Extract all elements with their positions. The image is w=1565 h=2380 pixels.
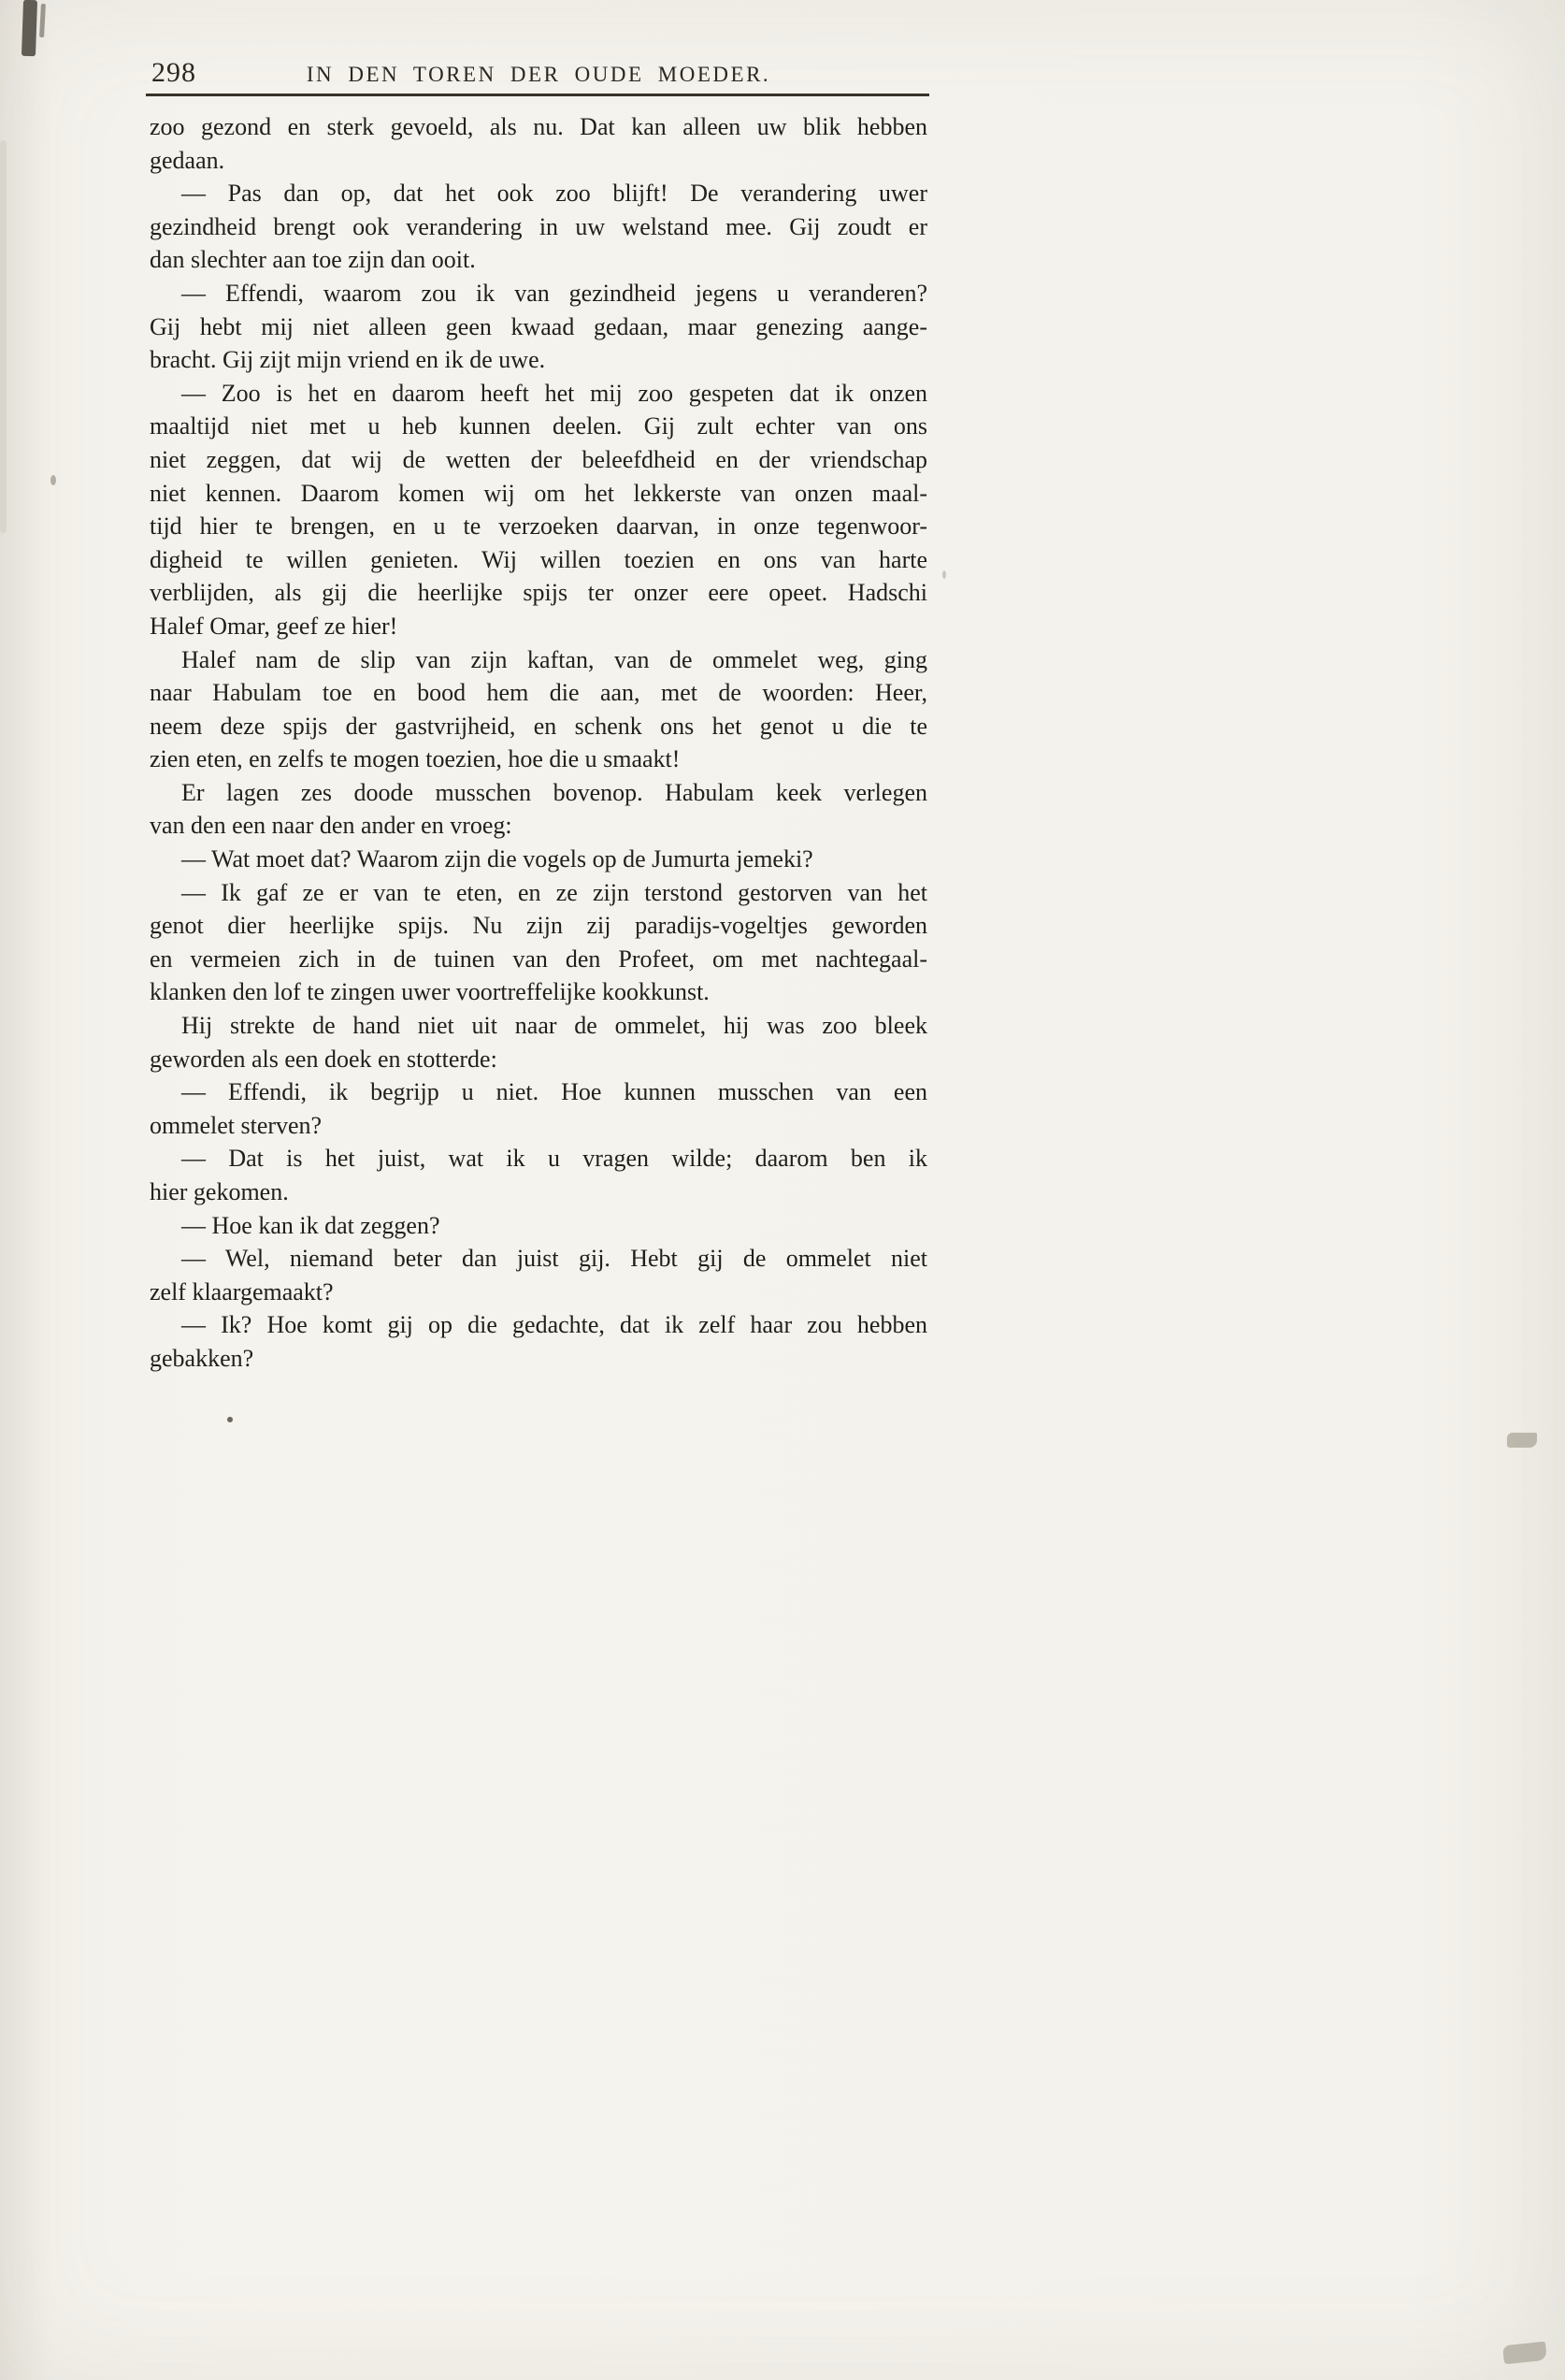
text-line: — Zoo is het en daarom heeft het mij zoo gespeten dat ik onzen — [181, 379, 927, 407]
scan-speck — [942, 570, 946, 579]
text-line: ommelet sterven? — [150, 1111, 323, 1139]
text-line: niet kennen. Daarom komen wij om het lekkerste van onzen maal- — [150, 479, 927, 507]
text-line: neem deze spijs der gastvrijheid, en schenk ons het genot u die te — [150, 712, 927, 740]
text-line: Hij strekte de hand niet uit naar de ommelet, hij was zoo bleek — [181, 1012, 927, 1040]
text-line: tijd hier te brengen, en u te verzoeken daarvan, in onze tegenwoor- — [150, 512, 927, 541]
scan-edge-shadow — [0, 140, 7, 533]
text-line: — Wel, niemand beter dan juist gij. Hebt gij de ommelet niet — [181, 1245, 927, 1273]
text-line: dan slechter aan toe zijn dan ooit. — [150, 246, 476, 274]
text-line: gedaan. — [150, 146, 225, 174]
running-title: IN DEN TOREN DER OUDE MOEDER. — [306, 63, 771, 86]
text-line: Halef nam de slip van zijn kaftan, van de ommelet weg, ging — [181, 645, 927, 673]
text-line: bracht. Gij zijt mijn vriend en ik de uwe. — [150, 346, 546, 374]
page-body-text — [150, 110, 927, 1376]
text-line: Gij hebt mij niet alleen geen kwaad gedaan, maar genezing aange- — [150, 312, 927, 340]
text-line: zoo gezond en sterk gevoeld, als nu. Dat kan alleen uw blik hebben — [150, 113, 927, 140]
header-rule — [146, 94, 929, 96]
text-line: niet zeggen, dat wij de wetten der beleefdheid en der vriendschap — [150, 445, 927, 473]
text-line: — Wat moet dat? Waarom zijn die vogels op de Jumurta jemeki? — [181, 845, 813, 873]
text-line: genot dier heerlijke spijs. Nu zijn zij paradijs-vogeltjes geworden — [150, 912, 927, 940]
text-line: digheid te willen genieten. Wij willen toezien en ons van harte — [150, 545, 927, 573]
text-line: zien eten, en zelfs te mogen toezien, hoe die u smaakt! — [150, 745, 681, 773]
page-header — [150, 50, 927, 94]
text-line: — Hoe kan ik dat zeggen? — [181, 1211, 440, 1239]
text-line: — Dat is het juist, wat ik u vragen wilde; daarom ben ik — [181, 1145, 927, 1173]
ink-smudge-icon — [22, 0, 37, 56]
text-line: — Effendi, ik begrijp u niet. Hoe kunnen musschen van een — [181, 1078, 927, 1106]
page-number: 298 — [151, 57, 196, 88]
text-line: naar Habulam toe en bood hem die aan, met de woorden: Heer, — [150, 679, 927, 707]
text-line: van den een naar den ander en vroeg: — [150, 812, 512, 840]
text-line: verblijden, als gij die heerlijke spijs ter onzer eere opeet. Hadschi — [150, 579, 927, 607]
text-line: zelf klaargemaakt? — [150, 1277, 334, 1305]
scan-smudge — [1502, 2342, 1547, 2365]
text-line: gebakken? — [150, 1344, 254, 1372]
text-line: en vermeien zich in de tuinen van den Profeet, om met nachtegaal- — [150, 945, 927, 973]
text-line: — Effendi, waarom zou ik van gezindheid jegens u veranderen? — [181, 279, 927, 307]
text-line: maaltijd niet met u heb kunnen deelen. Gij zult echter van ons — [150, 412, 927, 440]
text-line: — Ik? Hoe komt gij op die gedachte, dat ik zelf haar zou hebben — [181, 1311, 927, 1339]
page-content — [150, 50, 927, 1376]
text-line: — Pas dan op, dat het ook zoo blijft! De verandering uwer — [181, 180, 927, 208]
ink-smudge-icon — [39, 4, 46, 37]
scan-speck — [50, 475, 56, 485]
text-line: hier gekomen. — [150, 1178, 289, 1205]
scan-smudge — [1507, 1433, 1537, 1448]
text-line: gezindheid brengt ook verandering in uw welstand mee. Gij zoudt er — [150, 212, 927, 240]
text-line: klanken den lof te zingen uwer voortreffelijke kookkunst. — [150, 978, 710, 1006]
scan-speck — [227, 1417, 233, 1422]
text-line: geworden als een doek en stotterde: — [150, 1045, 497, 1073]
text-line: Halef Omar, geef ze hier! — [150, 612, 398, 640]
text-line: — Ik gaf ze er van te eten, en ze zijn terstond gestorven van het — [181, 878, 927, 906]
text-line: Er lagen zes doode musschen bovenop. Habulam keek verlegen — [181, 778, 927, 806]
